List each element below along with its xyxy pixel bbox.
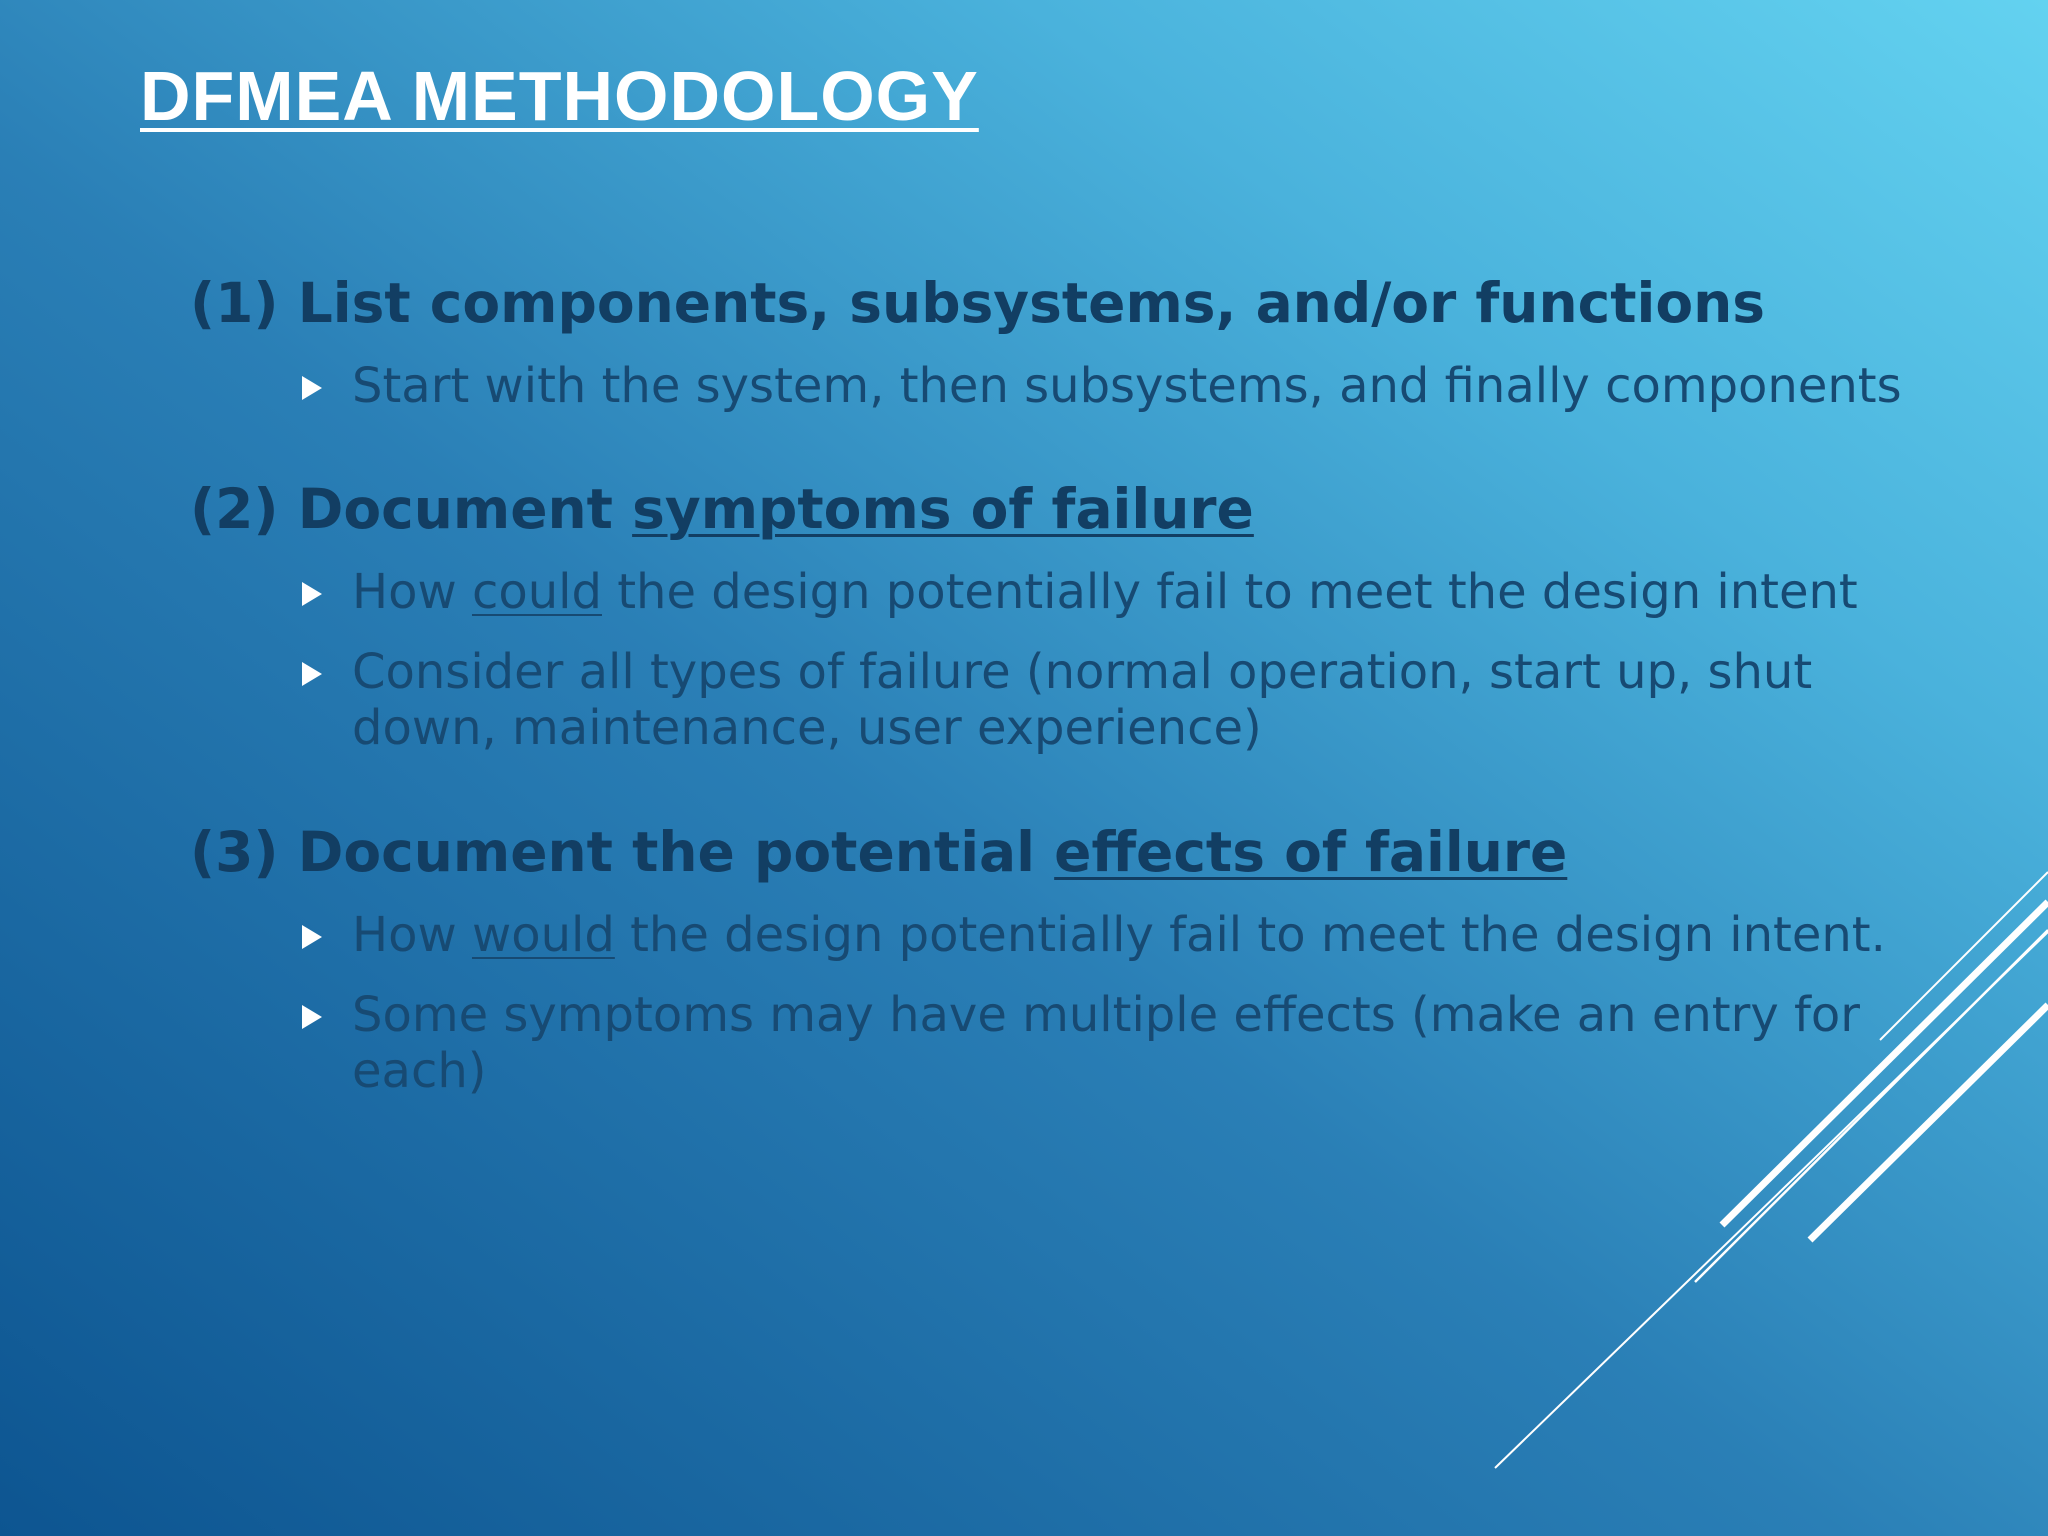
slide-title: DFMEA METHODOLOGY — [140, 57, 979, 135]
heading-prefix: (2) Document — [190, 477, 633, 542]
deco-line — [1695, 930, 2048, 1282]
bullet-text-post: the design potentially fail to meet the design intent — [601, 564, 1858, 621]
bullet-text-post: the design potentially fail to meet the design intent. — [614, 906, 1886, 963]
heading-emphasis: effects of failure — [1054, 819, 1568, 884]
bullet-text-pre: How — [352, 906, 472, 963]
bullet-text-emphasis: could — [471, 564, 602, 621]
bullet-text-pre: How — [352, 564, 472, 621]
deco-line — [1722, 902, 2048, 1225]
section-heading: (1) List components, subsystems, and/or functions — [190, 271, 1766, 335]
bullet-text: Start with the system, then subsystems, and finally components — [352, 358, 1902, 414]
bullet-text: Consider all types of failure (normal operation, start up, shut down, maintenance, user experience) — [352, 644, 1813, 757]
bullet-text-emphasis: would — [471, 906, 615, 963]
bullet-text: Some symptoms may have multiple effects (make an entry for each) — [352, 986, 1861, 1099]
heading-emphasis: symptoms of failure — [632, 477, 1254, 542]
heading-prefix: (3) Document the potential — [190, 819, 1055, 884]
deco-line — [1810, 1005, 2048, 1240]
